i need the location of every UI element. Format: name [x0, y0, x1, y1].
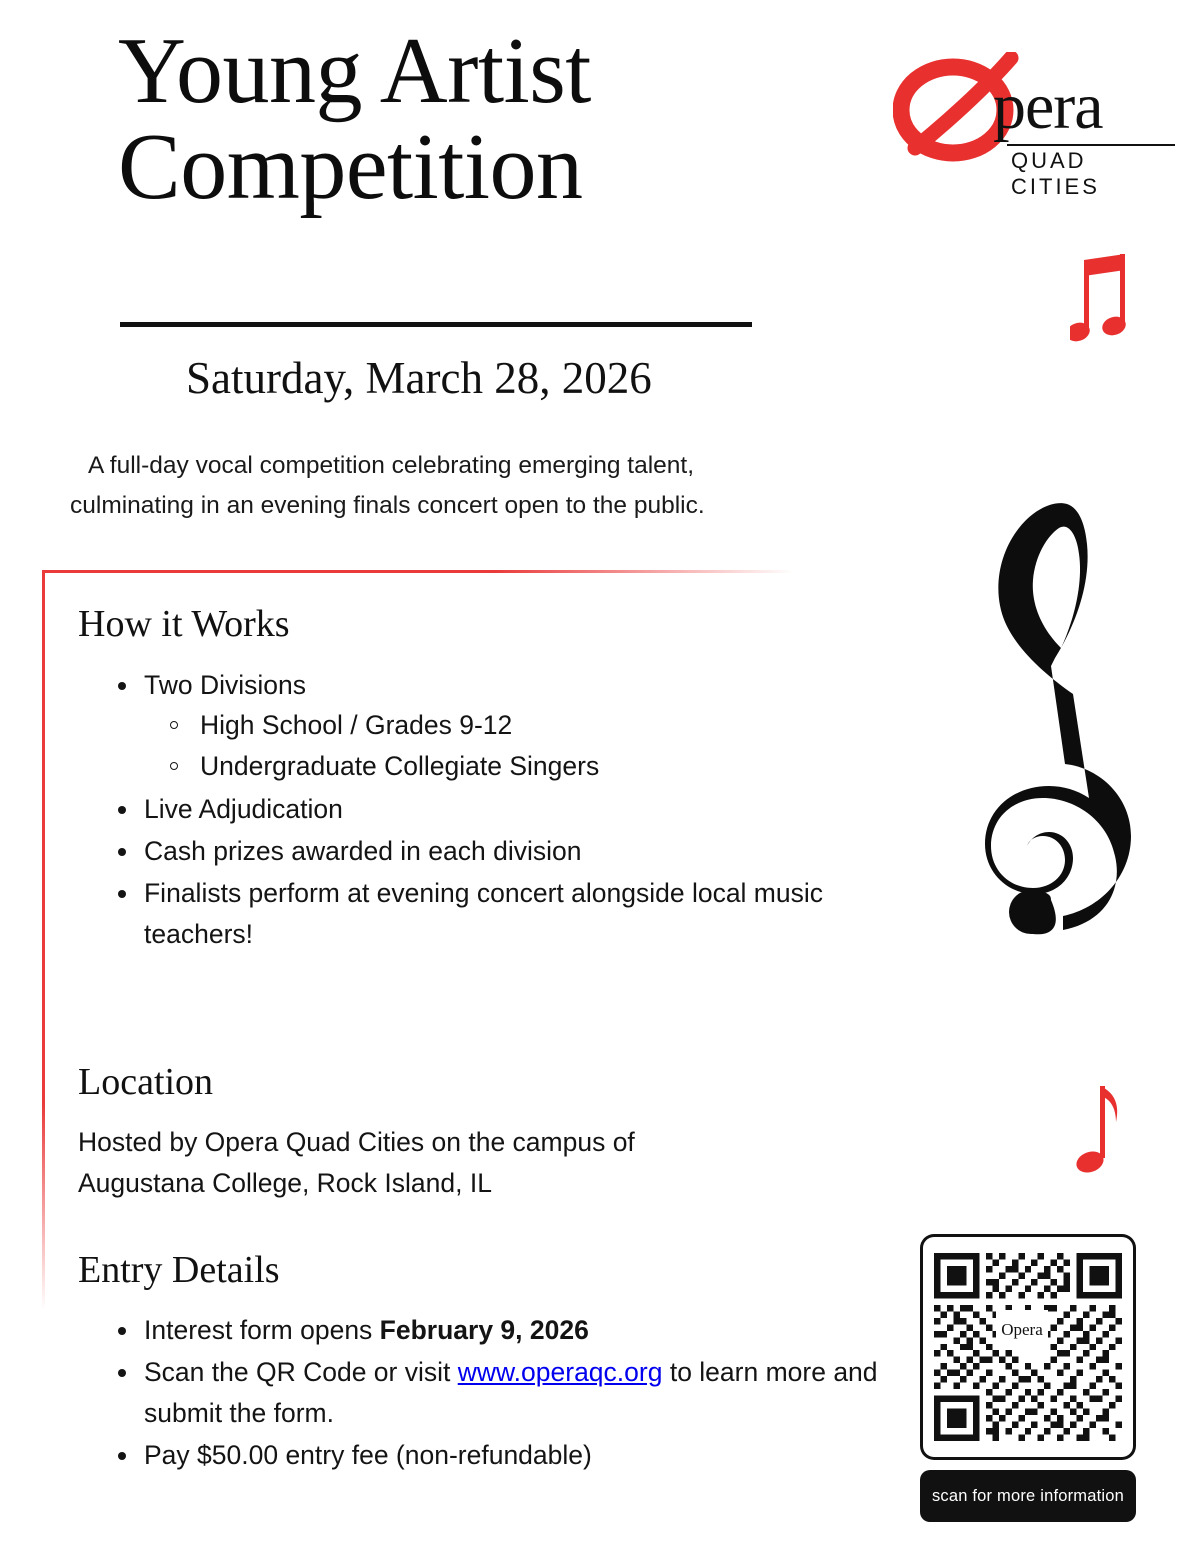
- accent-bracket-top: [42, 570, 794, 573]
- location-line-1: Hosted by Opera Quad Cities on the campus of: [78, 1127, 635, 1157]
- location-text: [78, 1122, 878, 1205]
- entry-scan-text: Scan the QR Code or visit: [144, 1357, 458, 1388]
- list-item: Cash prizes awarded in each division: [110, 831, 910, 871]
- list-item: [110, 1352, 910, 1433]
- intro-line-2: culminating in an evening finals concert open to the public.: [70, 491, 705, 519]
- music-note-beamed-icon: [1070, 252, 1140, 367]
- divisions-sublist: [144, 705, 910, 787]
- title-line-1: Young Artist: [118, 19, 591, 123]
- music-note-eighth-icon: [1058, 1080, 1128, 1195]
- list-item-label: Two Divisions: [144, 670, 306, 700]
- qr-caption: scan for more information: [920, 1470, 1136, 1522]
- logo-wordmark: pera: [993, 70, 1103, 143]
- qr-center-logo: Opera: [996, 1310, 1048, 1350]
- accent-bracket-left: [42, 570, 45, 1310]
- treble-clef-icon: [955, 498, 1155, 943]
- title-line-2: Competition: [118, 114, 583, 219]
- location-line-2: Augustana College, Rock Island, IL: [78, 1168, 492, 1199]
- entry-details-list: [78, 1310, 910, 1477]
- list-item: High School / Grades 9-12: [144, 705, 910, 746]
- qr-code[interactable]: [920, 1234, 1136, 1460]
- website-link[interactable]: www.operaqc.org: [457, 1357, 663, 1388]
- logo-rule: [1007, 144, 1175, 146]
- opera-quad-cities-logo: [893, 52, 1183, 202]
- entry-form-open-text: Interest form opens: [144, 1315, 380, 1345]
- list-item: Undergraduate Collegiate Singers: [144, 746, 910, 787]
- list-item: Finalists perform at evening concert alongside local music teachers!: [110, 873, 910, 954]
- event-date: Saturday, March 28, 2026: [186, 353, 652, 403]
- list-item: Pay $50.00 entry fee (non-refundable): [110, 1435, 910, 1475]
- page-title: [118, 19, 798, 219]
- logo-subtitle: QUAD CITIES: [1011, 148, 1100, 199]
- list-item: [110, 1310, 910, 1350]
- entry-form-open-date: February 9, 2026: [379, 1315, 589, 1345]
- how-it-works-list: [78, 665, 910, 956]
- entry-details-heading: Entry Details: [78, 1249, 280, 1291]
- list-item: Live Adjudication: [110, 789, 910, 829]
- list-item: [110, 665, 910, 787]
- intro-paragraph: [70, 446, 860, 525]
- location-heading: Location: [78, 1061, 214, 1103]
- entry-scan-suffix: to learn more and submit the form.: [144, 1357, 878, 1428]
- how-it-works-heading: How it Works: [78, 603, 290, 645]
- intro-line-1: A full-day vocal competition celebrating emerging talent,: [88, 452, 695, 479]
- title-divider: [120, 322, 752, 327]
